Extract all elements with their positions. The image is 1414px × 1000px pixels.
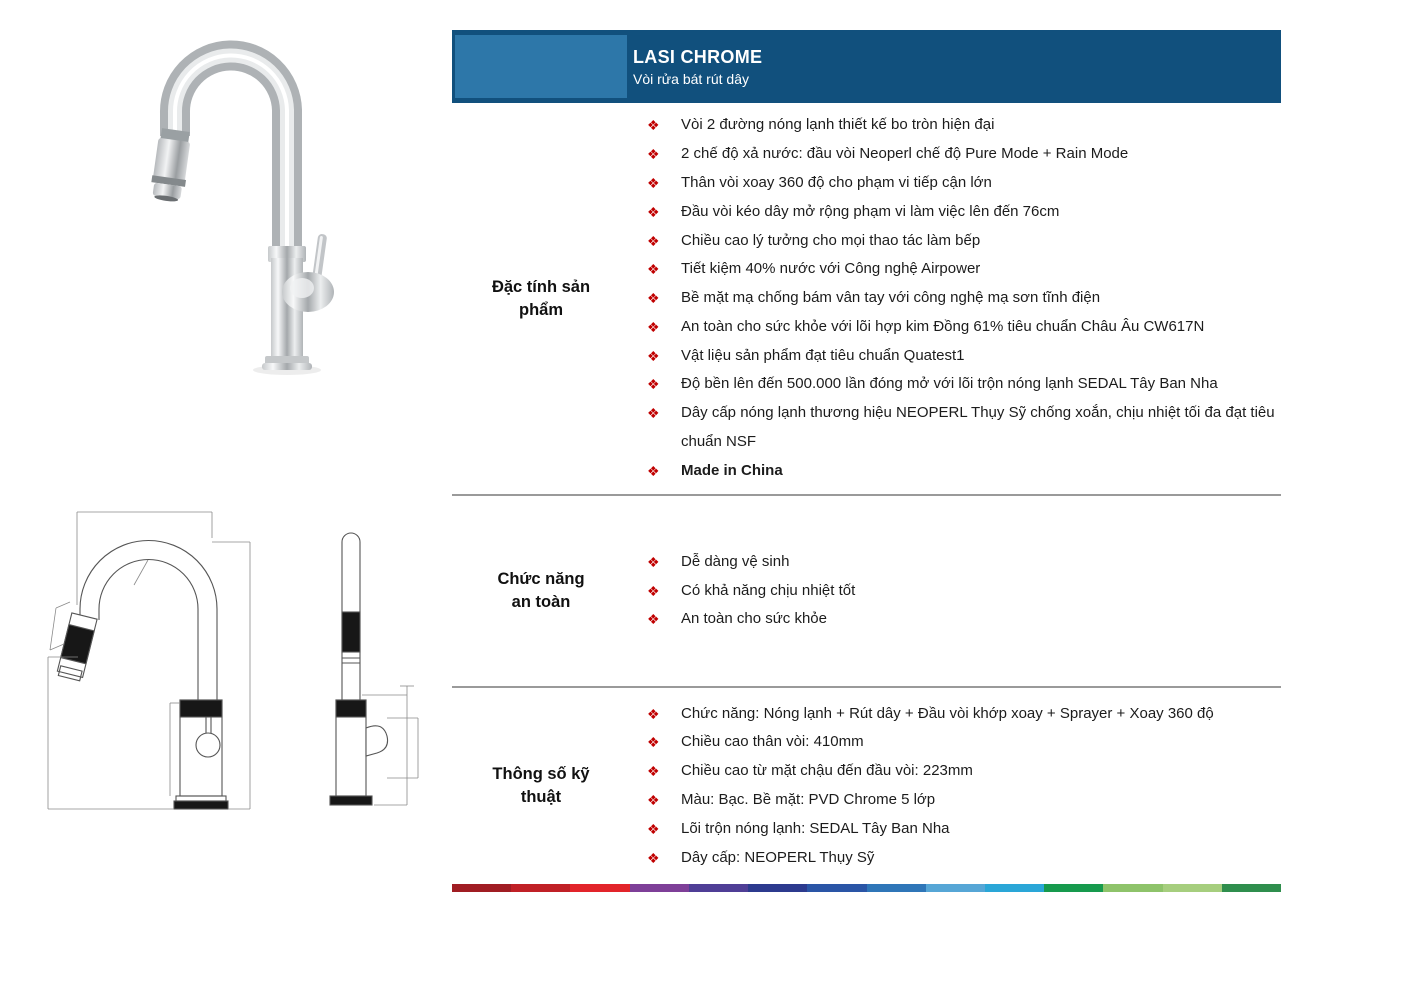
feature-item (647, 370, 1275, 399)
gradient-segment (689, 884, 748, 892)
header-accent-block (455, 35, 627, 98)
feature-text: Tiết kiệm 40% nước với Công nghệ Airpower (681, 260, 981, 278)
gradient-segment (1044, 884, 1103, 892)
feature-text: Chức năng: Nóng lạnh + Rút dây + Đầu vòi khớp xoay + Sprayer + Xoay 360 độ (681, 704, 1214, 722)
section-body-features (630, 111, 1281, 485)
header-text (633, 30, 762, 103)
feature-text: Vòi 2 đường nóng lạnh thiết kế bo tròn hiện đại (681, 116, 995, 134)
diamond-bullet-icon: ❖ (647, 146, 660, 163)
feature-item (647, 757, 1275, 786)
feature-text: Chiều cao lý tưởng cho mọi thao tác làm bếp (681, 231, 981, 249)
diamond-bullet-icon: ❖ (647, 347, 660, 364)
feature-text: Thân vòi xoay 360 độ cho phạm vi tiếp cận lớn (681, 173, 992, 191)
feature-text: Màu: Bạc. Bề mặt: PVD Chrome 5 lớp (681, 791, 936, 808)
feature-text: Lõi trộn nóng lạnh: SEDAL Tây Ban Nha (681, 819, 950, 837)
feature-text: Độ bền lên đến 500.000 lần đóng mở với lõi trộn nóng lạnh SEDAL Tây Ban Nha (681, 375, 1218, 393)
faucet-gooseneck (175, 55, 287, 256)
feature-item (647, 605, 1275, 634)
feature-item (647, 457, 1275, 486)
feature-item (647, 255, 1275, 284)
diamond-bullet-icon: ❖ (647, 376, 660, 393)
section-safety (452, 496, 1281, 686)
diamond-bullet-icon: ❖ (647, 318, 660, 335)
diamond-bullet-icon: ❖ (647, 232, 660, 249)
feature-item (647, 786, 1275, 815)
feature-item (647, 548, 1275, 577)
feature-text: Có khả năng chịu nhiệt tốt (681, 581, 856, 599)
feature-text: Đầu vòi kéo dây mở rộng phạm vi làm việc lên đến 76cm (681, 202, 1060, 220)
feature-item (647, 227, 1275, 256)
gradient-segment (1222, 884, 1281, 892)
diamond-bullet-icon: ❖ (647, 734, 660, 751)
gradient-segment (985, 884, 1044, 892)
feature-text: Chiều cao từ mặt chậu đến đầu vòi: 223mm (681, 762, 973, 780)
feature-item (647, 111, 1275, 140)
feature-item (647, 169, 1275, 198)
diamond-bullet-icon: ❖ (647, 462, 660, 479)
diamond-bullet-icon: ❖ (647, 763, 660, 780)
gradient-segment (926, 884, 985, 892)
gradient-segment (630, 884, 689, 892)
diamond-bullet-icon: ❖ (647, 261, 660, 278)
feature-text: Dây cấp: NEOPERL Thụy Sỹ (681, 848, 875, 866)
section-label-specs: Thông số kỹ thuật (492, 765, 590, 806)
feature-text: Vật liệu sản phẩm đạt tiêu chuẩn Quatest1 (681, 346, 965, 364)
section-body-specs (630, 700, 1281, 873)
diamond-bullet-icon: ❖ (647, 582, 660, 599)
gradient-segment (570, 884, 629, 892)
gradient-segment (452, 884, 511, 892)
section-label-features: Đặc tính sản phẩm (491, 277, 591, 319)
diamond-bullet-icon: ❖ (647, 611, 660, 628)
feature-text: An toàn cho sức khỏe (681, 610, 827, 628)
feature-text: Chiều cao thân vòi: 410mm (681, 733, 864, 751)
feature-item (647, 198, 1275, 227)
section-specs (452, 688, 1281, 884)
feature-text: Dây cấp nóng lạnh thương hiệu NEOPERL Thụy Sỹ chống xoắn, chịu nhiệt tối đa đạt tiêu chuẩn NSF (681, 404, 1275, 451)
feature-item (647, 313, 1275, 342)
feature-text: Dễ dàng vệ sinh (681, 552, 790, 570)
spray-head (149, 128, 193, 204)
feature-item (647, 844, 1275, 873)
feature-text: 2 chế độ xả nước: đầu vòi Neoperl chế độ Pure Mode + Rain Mode (681, 145, 1129, 163)
feature-text: An toàn cho sức khỏe với lõi hợp kim Đồng 61% tiêu chuẩn Châu Âu CW617N (681, 317, 1205, 335)
brand-gradient-bar (452, 884, 1281, 892)
section-body-safety (630, 548, 1281, 634)
gradient-segment (807, 884, 866, 892)
feature-item (647, 140, 1275, 169)
diamond-bullet-icon: ❖ (647, 705, 660, 722)
feature-item (647, 399, 1275, 457)
feature-item (647, 700, 1275, 729)
product-subtitle: Vòi rửa bát rút dây (633, 70, 749, 87)
gradient-segment (511, 884, 570, 892)
diamond-bullet-icon: ❖ (647, 203, 660, 220)
feature-item (647, 342, 1275, 371)
diamond-bullet-icon: ❖ (647, 290, 660, 307)
diamond-bullet-icon: ❖ (647, 820, 660, 837)
gradient-segment (748, 884, 807, 892)
product-photo-faucet (130, 18, 400, 388)
diamond-bullet-icon: ❖ (647, 792, 660, 808)
technical-drawing (30, 490, 450, 820)
feature-item (647, 815, 1275, 844)
diamond-bullet-icon: ❖ (647, 405, 660, 422)
section-features (452, 103, 1281, 494)
diamond-bullet-icon: ❖ (647, 174, 660, 191)
diamond-bullet-icon: ❖ (647, 849, 660, 866)
gradient-segment (867, 884, 926, 892)
gradient-segment (1103, 884, 1162, 892)
feature-text: Made in China (681, 461, 783, 479)
product-title: LASI CHROME (633, 46, 763, 67)
spec-panel (452, 30, 1281, 892)
feature-text: Bề mặt mạ chống bám vân tay với công nghệ mạ sơn tĩnh điện (681, 289, 1101, 307)
gradient-segment (1163, 884, 1222, 892)
diamond-bullet-icon: ❖ (647, 117, 660, 134)
feature-item (647, 284, 1275, 313)
diamond-bullet-icon: ❖ (647, 553, 660, 570)
product-header (452, 30, 1281, 103)
feature-item (647, 577, 1275, 606)
section-label-safety: Chức năng an toàn (497, 570, 585, 611)
feature-item (647, 728, 1275, 757)
